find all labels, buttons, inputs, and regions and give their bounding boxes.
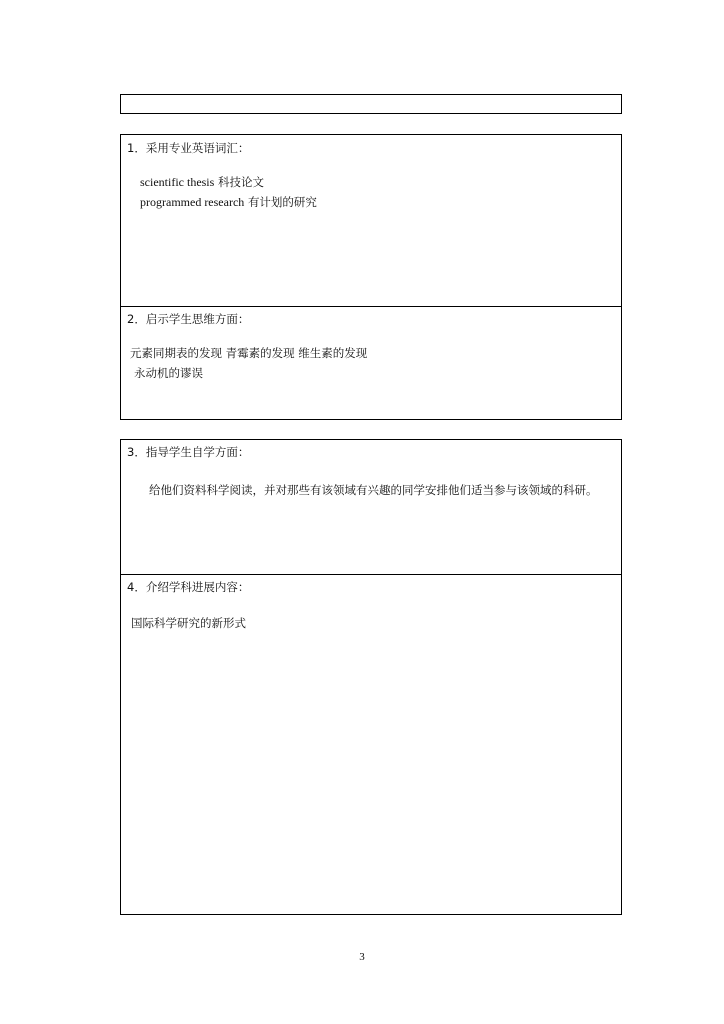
section-progress: [121, 574, 621, 914]
vocabulary-term-zh: 科技论文: [217, 175, 264, 189]
vocabulary-term-en: scientific thesis: [140, 175, 215, 189]
table-1: [120, 134, 622, 420]
section-thinking: [121, 306, 621, 419]
vocabulary-term-en: programmed research: [140, 195, 245, 209]
thinking-line: 元素同期表的发现 青霉素的发现 维生素的发现: [130, 346, 368, 360]
section-vocabulary-heading: 1．采用专业英语词汇：: [127, 141, 250, 155]
vocabulary-item: [140, 192, 615, 212]
section-self-study: [121, 440, 621, 574]
section-vocabulary: [121, 135, 621, 306]
vocabulary-item: [140, 172, 615, 192]
section-self-study-heading: 3．指导学生自学方面：: [127, 445, 250, 459]
top-empty-bar: [120, 94, 622, 114]
section-progress-heading: 4．介绍学科进展内容：: [127, 580, 250, 594]
progress-list: [127, 613, 615, 633]
self-study-paragraph: 给他们资料科学阅读，并对那些有该领域有兴趣的同学安排他们适当参与该领域的科研。: [149, 483, 598, 497]
progress-line: 国际科学研究的新形式: [131, 616, 246, 630]
vocabulary-list: [127, 172, 615, 212]
thinking-list: [127, 343, 615, 383]
page-number: 3: [359, 951, 365, 963]
vocabulary-term-zh: 有计划的研究: [247, 195, 317, 209]
section-thinking-heading: 2．启示学生思维方面：: [127, 312, 250, 326]
thinking-line: 永动机的谬误: [134, 366, 203, 380]
table-2: [120, 439, 622, 915]
